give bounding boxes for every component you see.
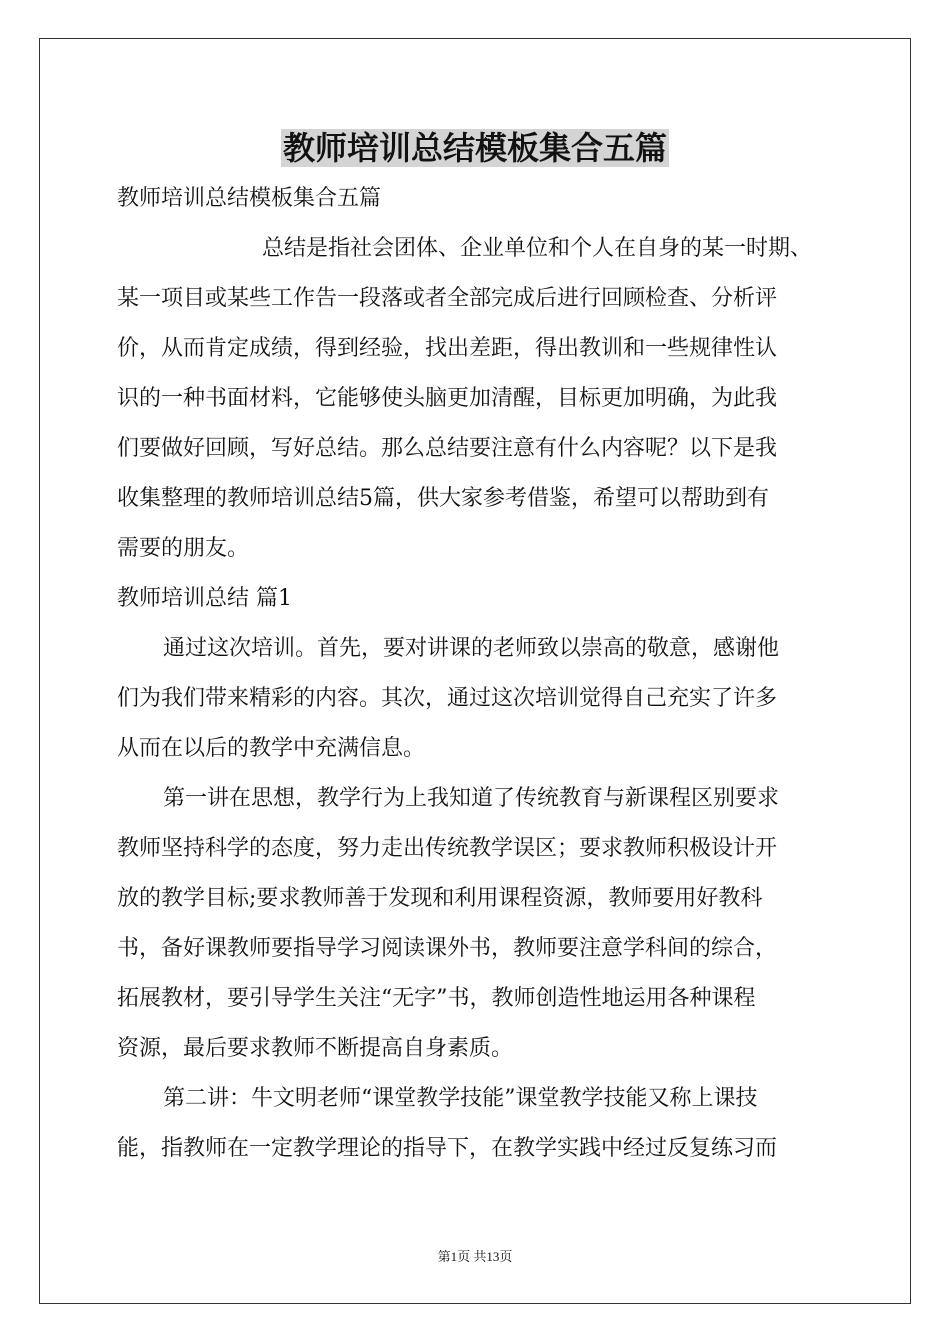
paragraph-line: 某一项目或某些工作告一段落或者全部完成后进行回顾检查、分析评	[117, 286, 778, 311]
paragraph-line: 资源，最后要求教师不断提高自身素质。	[117, 1036, 514, 1061]
paragraph-line: 识的一种书面材料，它能够使头脑更加清醒，目标更加明确，为此我	[117, 386, 778, 411]
paragraph-line: 需要的朋友。	[117, 536, 250, 561]
page-number-footer: 第1页 共13页	[437, 1249, 513, 1264]
paragraph-line: 能，指教师在一定教学理论的指导下，在教学实践中经过反复练习而	[117, 1136, 778, 1161]
paragraph-line: 们为我们带来精彩的内容。其次，通过这次培训觉得自己充实了许多	[117, 686, 778, 711]
paragraph-line: 书，备好课教师要指导学习阅读课外书，教师要注意学科间的综合，	[117, 936, 778, 961]
page-border	[39, 38, 911, 1304]
paragraph-line: 收集整理的教师培训总结5篇，供大家参考借鉴，希望可以帮助到有	[117, 486, 769, 511]
section-heading: 教师培训总结 篇1	[117, 586, 292, 611]
paragraph-line: 第一讲在思想，教学行为上我知道了传统教育与新课程区别要求	[163, 786, 780, 811]
subtitle-line: 教师培训总结模板集合五篇	[117, 186, 382, 211]
paragraph-line: 价，从而肯定成绩，得到经验，找出差距，得出教训和一些规律性认	[117, 336, 778, 361]
paragraph-line: 通过这次培训。首先，要对讲课的老师致以崇高的敬意，感谢他	[163, 636, 780, 661]
paragraph-line: 放的教学目标;要求教师善于发现和利用课程资源，教师要用好教科	[117, 886, 763, 911]
document-title-wrap	[0, 126, 950, 170]
paragraph-line: 总结是指社会团体、企业单位和个人在自身的某一时期、	[262, 236, 813, 261]
document-title: 教师培训总结模板集合五篇	[282, 129, 667, 167]
paragraph-line: 们要做好回顾，写好总结。那么总结要注意有什么内容呢？以下是我	[117, 436, 778, 461]
paragraph-line: 拓展教材，要引导学生关注“无字”书，教师创造性地运用各种课程	[117, 986, 756, 1011]
paragraph-line: 教师坚持科学的态度，努力走出传统教学误区；要求教师积极设计开	[117, 836, 778, 861]
paragraph-line: 从而在以后的教学中充满信息。	[117, 736, 426, 761]
paragraph-line: 第二讲：牛文明老师“课堂教学技能”课堂教学技能又称上课技	[163, 1086, 758, 1111]
